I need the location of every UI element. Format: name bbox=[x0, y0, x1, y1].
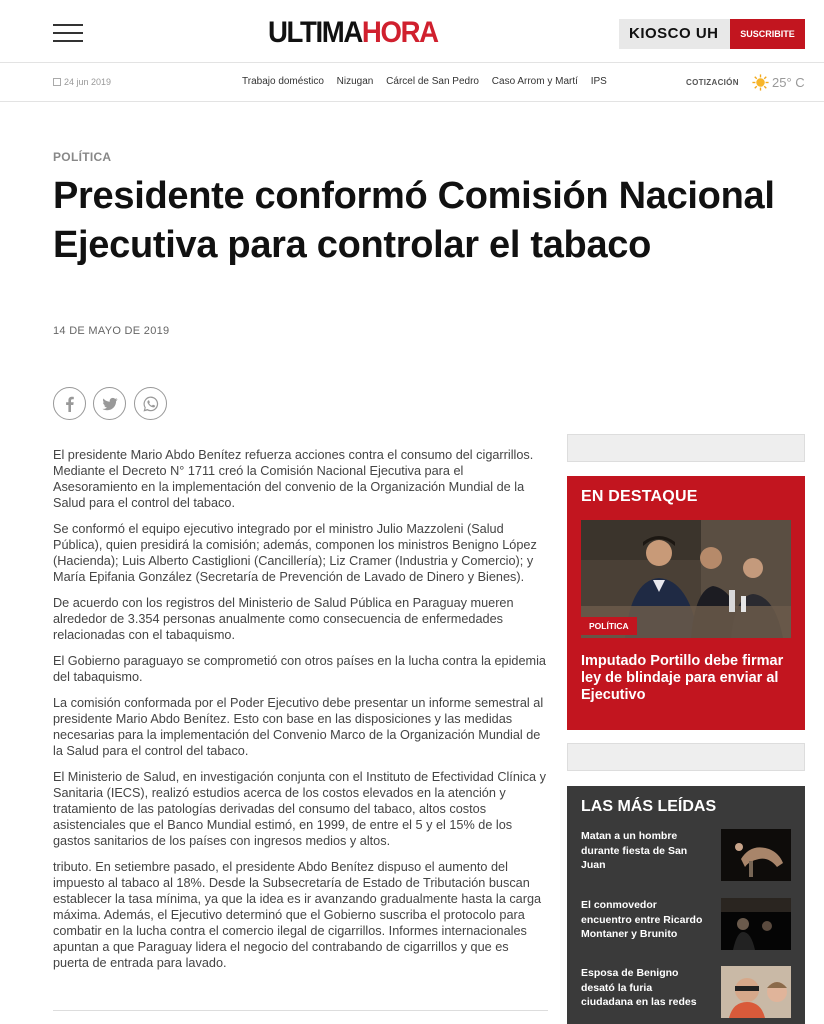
twitter-share-button[interactable] bbox=[93, 387, 126, 420]
featured-category-tag[interactable]: POLÍTICA bbox=[581, 617, 637, 635]
facebook-share-button[interactable] bbox=[53, 387, 86, 420]
article-title: Presidente conformó Comisión Nacional Ejecutiva para controlar el tabaco bbox=[53, 175, 775, 266]
most-read-title[interactable]: Esposa de Benigno desató la furia ciudadana en las redes bbox=[581, 967, 697, 1008]
temperature: 25° C bbox=[772, 75, 805, 90]
most-read-heading: LAS MÁS LEÍDAS bbox=[581, 798, 717, 815]
most-read-item[interactable] bbox=[581, 898, 793, 952]
article-paragraph: El presidente Mario Abdo Benítez refuerza acciones contra el consumo del cigarrillos. Mediante el Decreto N° 1711 creó la Comisión Nacional Ejecutiva para el Asesoramiento en la implementación del convenio de la Organización Mundial de la Salud para el control del tabaco. bbox=[53, 448, 534, 510]
calendar-icon bbox=[53, 78, 61, 86]
top-header bbox=[0, 0, 824, 63]
article-date: 14 DE MAYO DE 2019 bbox=[53, 325, 170, 337]
article-divider bbox=[53, 1010, 548, 1011]
article-paragraph: El Ministerio de Salud, en investigación conjunta con el Instituto de Efectividad Clínica y Sanitaria (IECS), realizó estudios acerca de los costos elevados en la atención y tratamiento de las patologías derivadas del consumo del tabaco, altos costos asistenciales que el Banco Mundial estimó, en 1999, de entre el 5 y el 15% de los gastos sanitarios de los países con ingresos medios y altos. bbox=[53, 770, 546, 848]
current-date: 24 jun 2019 bbox=[53, 77, 111, 87]
article-paragraph: tributo. En setiembre pasado, el presidente Abdo Benítez dispuso el aumento del impuesto al tabaco al 18%. Desde la Subsecretaría de Estado de Tributación buscan establecer la tasa mínima, ya que la idea es ir avanzando gradualmente hasta la carga máxima. Además, el Ejecutivo determinó que el Gobierno suscriba el protocolo para combatir en la lucha contra el comercio ilegal de cigarrillos. Informes internacionales apuntan a que Paraguay lidera el negocio del contrabando de cigarrillos y que es puerta de entrada para lavado. bbox=[53, 860, 542, 970]
thumbnail-image bbox=[721, 898, 791, 950]
most-read-item[interactable] bbox=[581, 829, 793, 883]
site-logo[interactable]: ULTIMAHORA bbox=[268, 16, 438, 49]
topic-link[interactable]: IPS bbox=[590, 76, 607, 87]
most-read-thumbnail[interactable] bbox=[721, 966, 791, 1018]
facebook-icon bbox=[62, 396, 78, 412]
menu-icon[interactable] bbox=[53, 24, 83, 44]
article-paragraph: El Gobierno paraguayo se comprometió con otros países en la lucha contra la epidemia del tabaquismo. bbox=[53, 654, 546, 684]
ad-slot bbox=[567, 743, 805, 771]
topic-link[interactable]: Trabajo doméstico bbox=[242, 76, 324, 87]
ad-slot bbox=[567, 434, 805, 462]
article-body bbox=[53, 447, 548, 981]
cotizacion-link[interactable]: COTIZACIÓN bbox=[686, 78, 739, 87]
twitter-icon bbox=[102, 396, 118, 412]
article-paragraph: Se conformó el equipo ejecutivo integrado por el ministro Julio Mazzoleni (Salud Pública), quien presidirá la comisión; además, componen los ministros Benigno López (Hacienda); Luis Alberto Castiglioni (Cancillería); Liz Cramer (Industria y Comercio); y María Epifania González (Secretaría de Prevención de Lavado de Dinero y Bienes). bbox=[53, 522, 537, 584]
whatsapp-share-button[interactable] bbox=[134, 387, 167, 420]
featured-panel[interactable] bbox=[567, 476, 805, 730]
featured-heading: EN DESTAQUE bbox=[581, 488, 698, 505]
article-paragraph: De acuerdo con los registros del Ministerio de Salud Pública en Paraguay mueren alrededor de 3.354 personas anualmente como consecuencia de enfermedades relacionadas con el tabaquismo. bbox=[53, 596, 514, 642]
most-read-item[interactable] bbox=[581, 966, 793, 1020]
sub-navigation bbox=[0, 63, 824, 102]
most-read-thumbnail[interactable] bbox=[721, 829, 791, 881]
most-read-title[interactable]: Matan a un hombre durante fiesta de San Juan bbox=[581, 830, 688, 871]
article-paragraph: La comisión conformada por el Poder Ejecutivo debe presentar un informe semestral al presidente Mario Abdo Benítez. Esto con base en las disposiciones y las medidas necesarias para la implementación del Convenio Marco de la Organización Mundial de la Salud para el control del tabaco. bbox=[53, 696, 544, 758]
topic-links bbox=[242, 76, 617, 87]
kiosco-button[interactable]: KIOSCO UH bbox=[619, 19, 730, 49]
subscribe-button[interactable]: SUSCRIBITE bbox=[730, 19, 805, 49]
article-category[interactable]: POLÍTICA bbox=[53, 150, 112, 164]
sun-icon bbox=[752, 74, 769, 91]
topic-link[interactable]: Nizugan bbox=[336, 76, 374, 87]
topic-link[interactable]: Caso Arrom y Martí bbox=[491, 76, 578, 87]
most-read-thumbnail[interactable] bbox=[721, 898, 791, 950]
thumbnail-image bbox=[721, 966, 791, 1018]
whatsapp-icon bbox=[143, 396, 159, 412]
thumbnail-image bbox=[721, 829, 791, 881]
most-read-title[interactable]: El conmovedor encuentro entre Ricardo Montaner y Brunito bbox=[581, 899, 703, 940]
most-read-panel bbox=[567, 786, 805, 1024]
featured-title[interactable]: Imputado Portillo debe firmar ley de blindaje para enviar al Ejecutivo bbox=[581, 653, 784, 703]
topic-link[interactable]: Cárcel de San Pedro bbox=[386, 76, 479, 87]
